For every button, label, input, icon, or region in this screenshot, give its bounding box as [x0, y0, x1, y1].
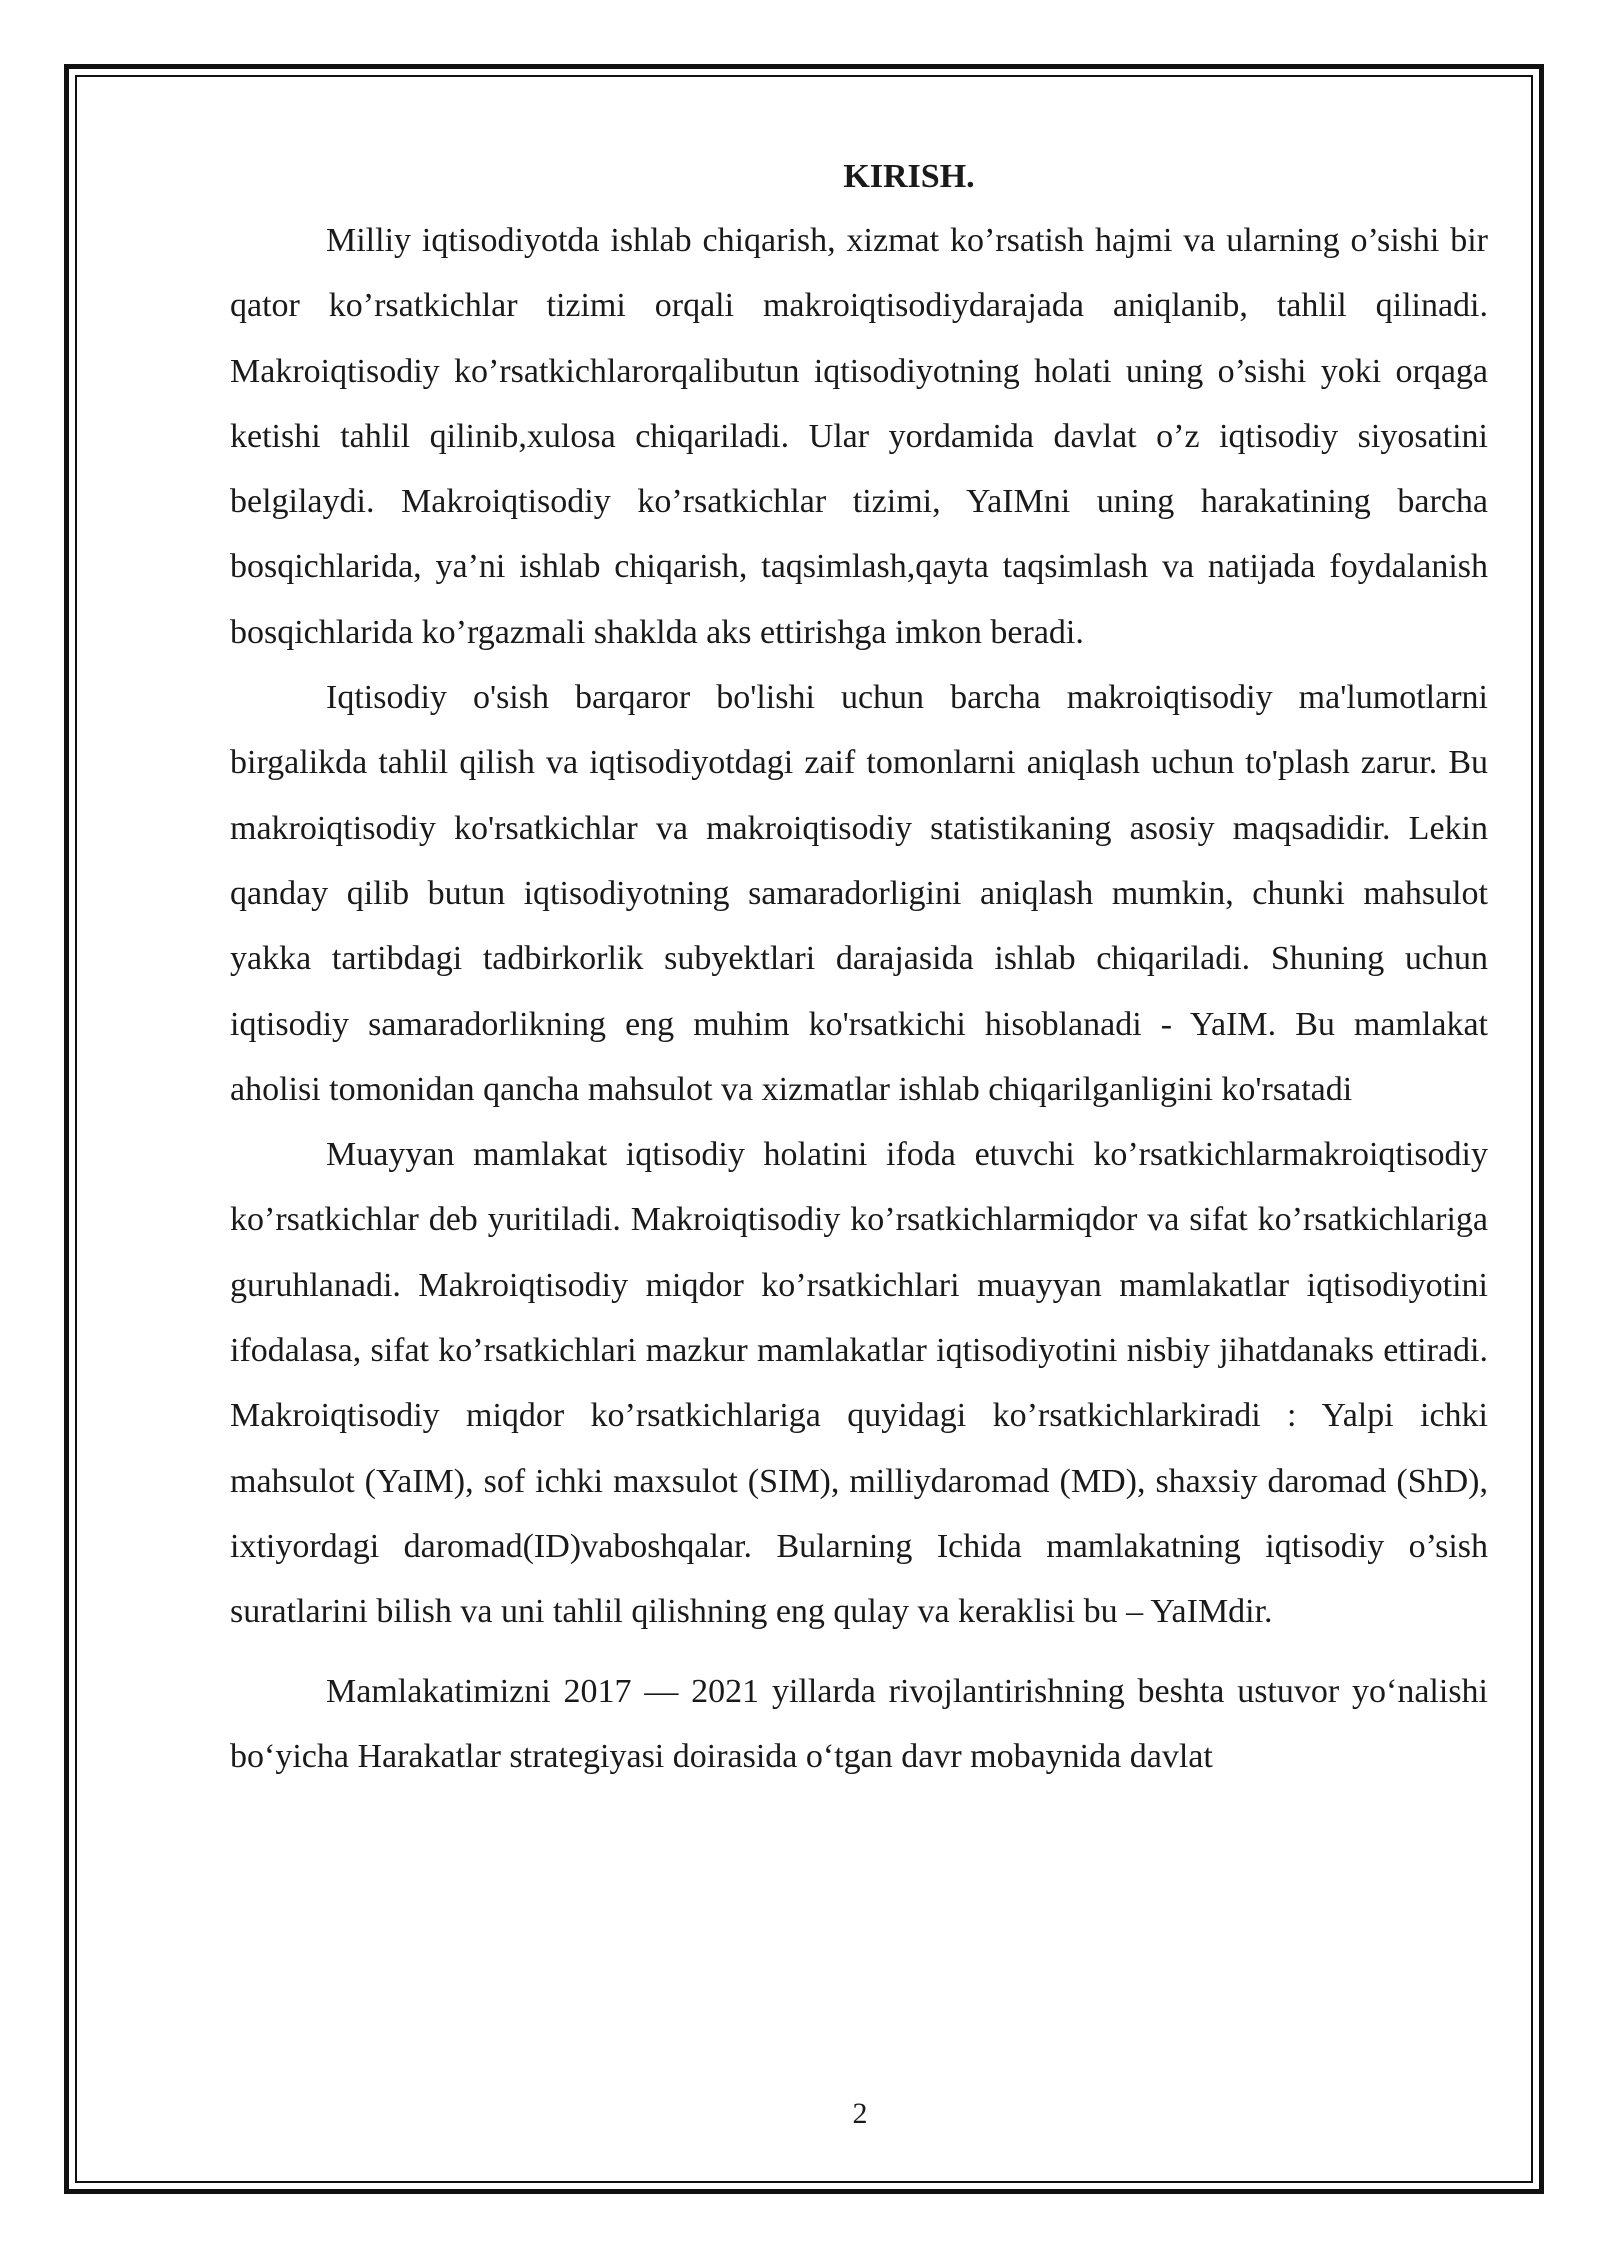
page-number: 2: [852, 2097, 868, 2130]
paragraph-2: Iqtisodiy o'sish barqaror bo'lishi uchun barcha makroiqtisodiy ma'lumotlarni birgalikda tahlil qilish va iqtisodiyotdagi zaif tomonlarni aniqlash uchun to'plash zarur. Bu makroiqtisodiy ko'rsatkichlar va makroiqtisodiy statistikaning asosiy maqsadidir. Lekin qanday qilib butun iqtisodiyotning samaradorligini aniqlash mumkin, chunki mahsulot yakka tartibdagi tadbirkorlik subyektlari darajasida ishlab chiqariladi. Shuning uchun iqtisodiy samaradorlikning eng muhim ko'rsatkichi hisoblanadi - YaIM. Bu mamlakat aholisi tomonidan qancha mahsulot va xizmatlar ishlab chiqarilganligini ko'rsatadi: [230, 679, 1488, 1108]
paragraph-1: Milliy iqtisodiyotda ishlab chiqarish, xizmat ko’rsatish hajmi va ularning o’sishi bir qator ko’rsatkichlar tizimi orqali makroiqtisodiydarajada aniqlanib, tahlil qilinadi. Makroiqtisodiy ko’rsatkichlarorqalibutun iqtisodiyotning holati uning o’sishi yoki orqaga ketishi tahlil qilinib,xulosa chiqariladi. Ular yordamida davlat o’z iqtisodiy siyosatini belgilaydi. Makroiqtisodiy ko’rsatkichlar tizimi, YaIMni uning harakatining barcha bosqichlarida, ya’ni ishlab chiqarish, taqsimlash,qayta taqsimlash va natijada foydalanish bosqichlarida ko’rgazmali shaklda aks ettirishga imkon beradi.: [230, 222, 1488, 651]
paragraph-4: Mamlakatimizni 2017 — 2021 yillarda rivojlantirishning beshta ustuvor yo‘nalishi bo‘yicha Harakatlar strategiyasi doirasida o‘tgan davr mobaynida davlat: [230, 1672, 1488, 1775]
document-body: [230, 150, 1488, 1789]
paragraph-3: Muayyan mamlakat iqtisodiy holatini ifoda etuvchi ko’rsatkichlarmakroiqtisodiy ko’rsatkichlar deb yuritiladi. Makroiqtisodiy ko’rsatkichlarmiqdor va sifat ko’rsatkichlariga guruhlanadi. Makroiqtisodiy miqdor ko’rsatkichlari muayyan mamlakatlar iqtisodiyotini ifodalasa, sifat ko’rsatkichlari mazkur mamlakatlar iqtisodiyotini nisbiy jihatdanaks ettiradi. Makroiqtisodiy miqdor ko’rsatkichlariga quyidagi ko’rsatkichlarkiradi : Yalpi ichki mahsulot (YaIM), sof ichki maxsulot (SIM), milliydaromad (MD), shaxsiy daromad (ShD), ixtiyordagi daromad(ID)vaboshqalar. Bularning Ichida mamlakatning iqtisodiy o’sish suratlarini bilish va uni tahlil qilishning eng qulay va keraklisi bu – YaIMdir.: [230, 1136, 1488, 1631]
document-title: KIRISH.: [843, 158, 975, 195]
